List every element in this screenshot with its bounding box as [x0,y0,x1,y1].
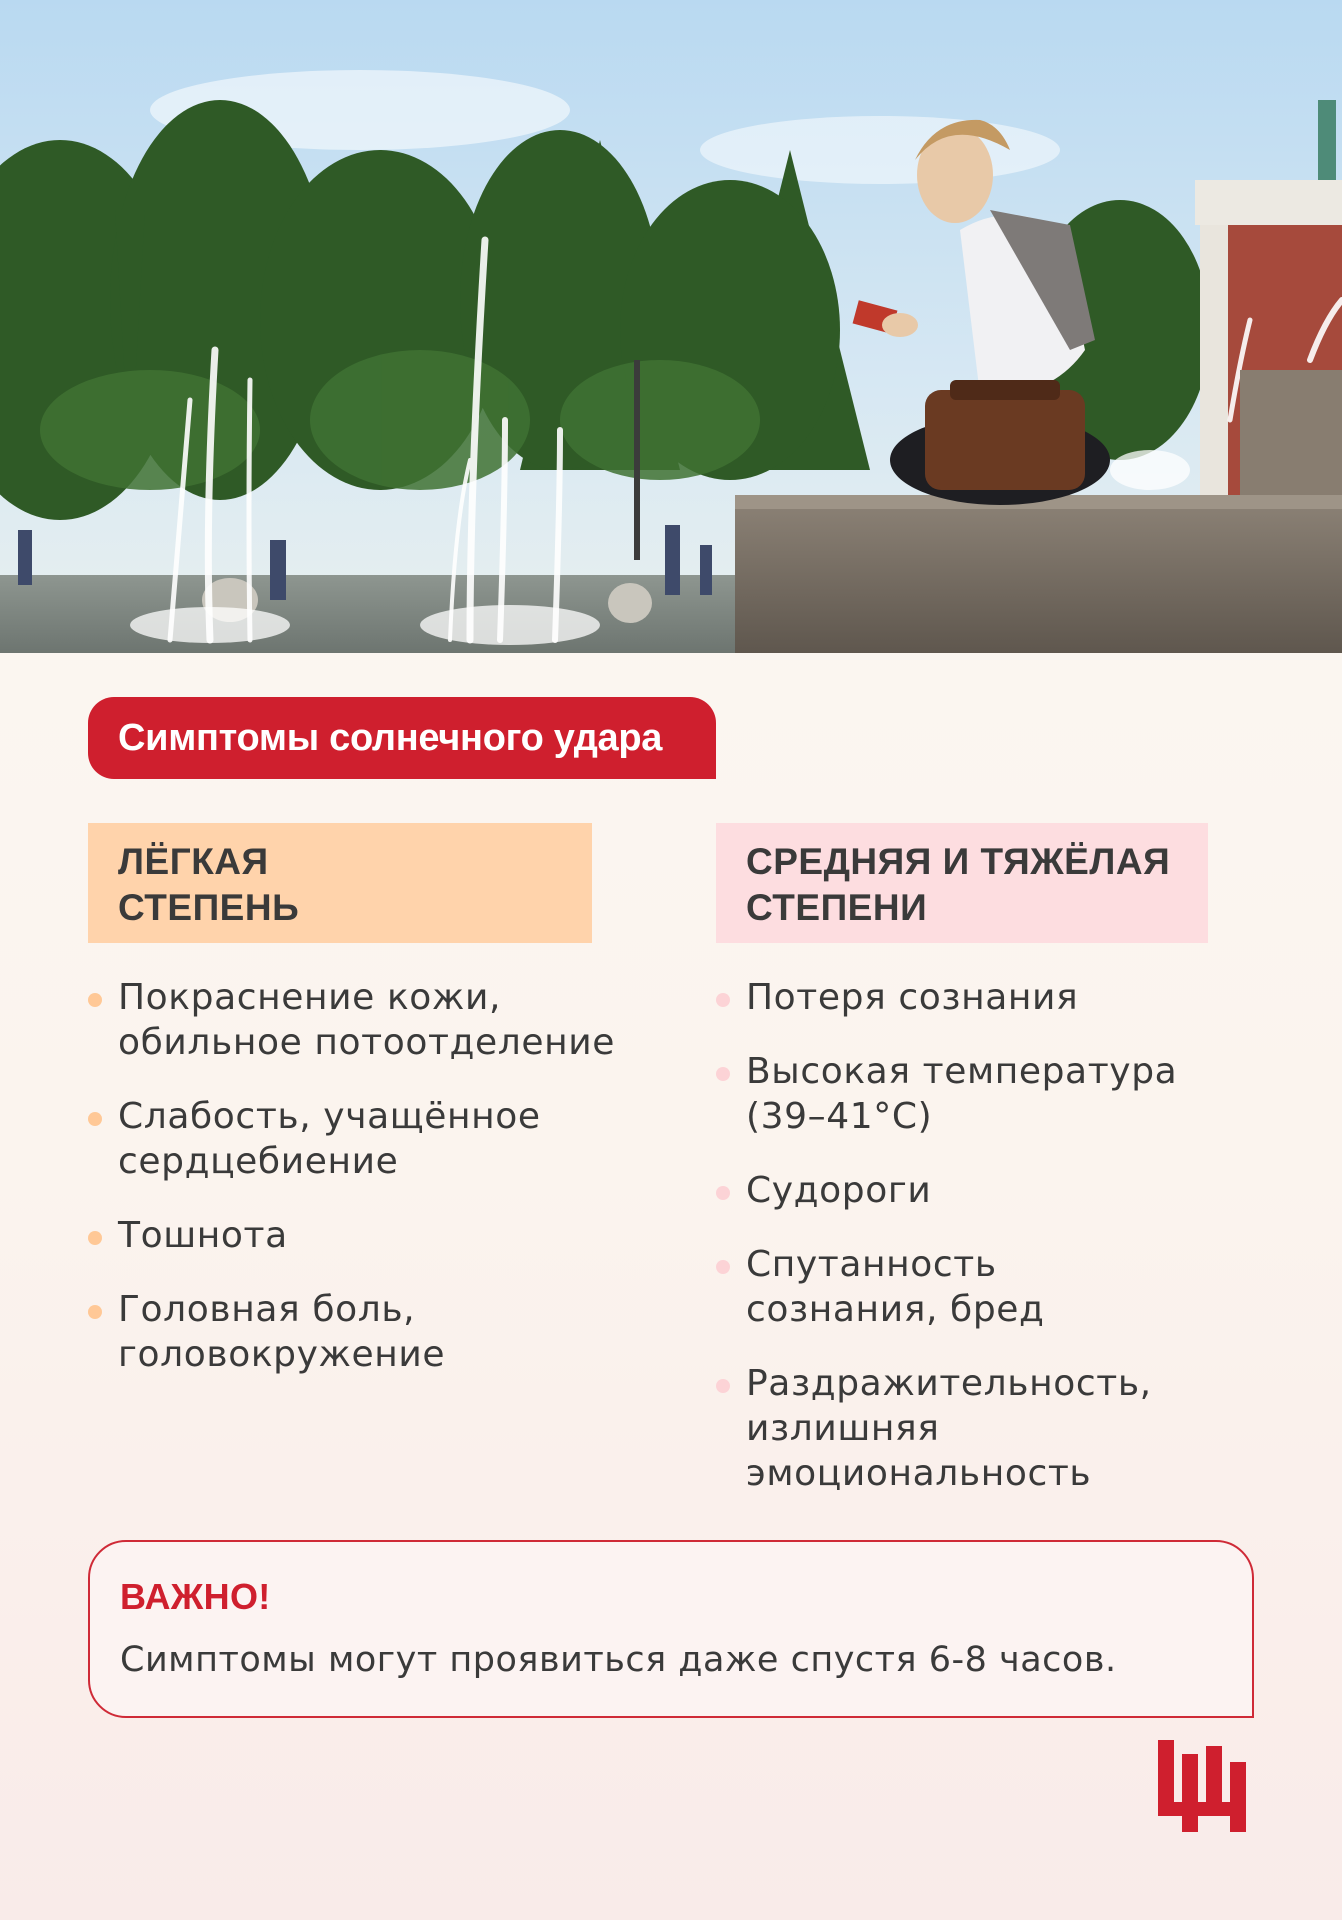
symptom-text: Тошнота [118,1215,288,1256]
symptom-text: Раздражительность, излишняя эмоциональность [746,1363,1152,1494]
light-degree-heading-line2: СТЕПЕНЬ [118,887,300,928]
important-text: Симптомы могут проявиться даже спустя 6-8 часов. [120,1640,1117,1680]
symptom-text: Покраснение кожи, обильное потоотделение [118,977,616,1063]
bullet-dot-icon [716,1067,730,1081]
symptom-text: Спутанность сознания, бред [746,1244,1045,1330]
light-degree-header [88,823,592,943]
bullet-dot-icon [716,993,730,1007]
page-title: Симптомы солнечного удара [118,716,663,759]
important-title: ВАЖНО! [120,1576,271,1617]
symptom-text: Слабость, учащённое сердцебиение [118,1096,541,1182]
bullet-dot-icon [716,1260,730,1274]
bullet-dot-icon [88,1112,102,1126]
list-item [716,975,1256,1020]
bullet-dot-icon [716,1186,730,1200]
title-banner [88,697,716,779]
symptom-text: Судороги [746,1170,932,1211]
bullet-dot-icon [88,993,102,1007]
bullet-dot-icon [716,1379,730,1393]
list-item [716,1049,1196,1139]
list-item [88,975,628,1065]
severe-degree-heading-line2: СТЕПЕНИ [746,887,928,928]
severe-degree-heading-line1: СРЕДНЯЯ И ТЯЖЁЛАЯ [746,841,1171,882]
brand-logo-icon [1158,1740,1254,1832]
symptom-text: Головная боль, головокружение [118,1289,446,1375]
light-symptoms-list [88,975,628,1406]
symptom-text: Потеря сознания [746,977,1079,1018]
severe-degree-header [716,823,1208,943]
important-note [88,1540,1254,1718]
list-item [88,1287,518,1377]
bullet-dot-icon [88,1305,102,1319]
list-item [88,1094,598,1184]
symptom-text: Высокая температура (39–41°С) [746,1051,1178,1137]
hero-photo [0,0,1342,653]
severe-symptoms-list [716,975,1256,1525]
list-item [88,1213,628,1258]
light-degree-heading-line1: ЛЁГКАЯ [118,841,269,882]
list-item [716,1242,1076,1332]
bullet-dot-icon [88,1231,102,1245]
list-item [716,1361,1166,1496]
list-item [716,1168,1256,1213]
